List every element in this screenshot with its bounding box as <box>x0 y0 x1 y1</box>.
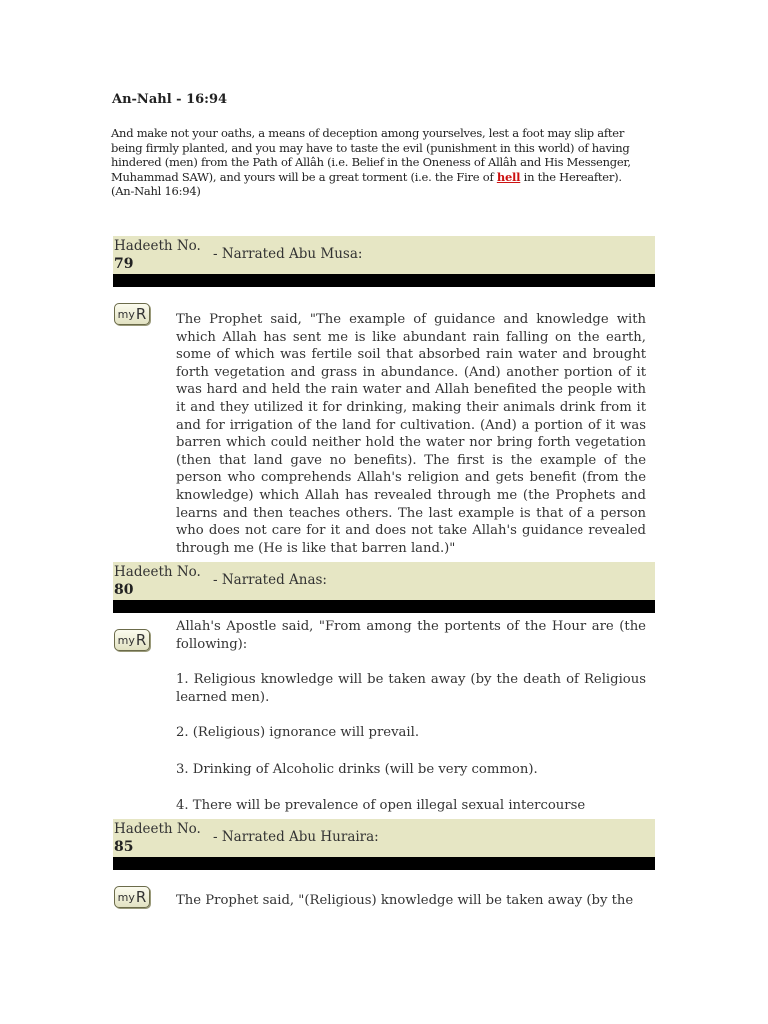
hadeeth-paragraph: The Prophet said, "(Religious) knowledge will be taken away (by the <box>176 893 634 908</box>
hadeeth-label: Hadeeth No. <box>114 564 201 580</box>
hadeeth-narrator: - Narrated Abu Musa: <box>213 246 363 262</box>
separator-bar <box>113 274 655 287</box>
hadeeth-number: 85 <box>114 839 134 855</box>
myr-button-80[interactable] <box>114 629 150 651</box>
myr-icon-text: my <box>117 633 135 647</box>
hadeeth-number: 80 <box>114 582 134 598</box>
myr-button-85[interactable] <box>114 886 150 908</box>
hadeeth-header-79 <box>113 236 655 274</box>
hell-link[interactable]: hell <box>496 169 521 184</box>
myr-icon-r: R <box>135 631 147 649</box>
hadeeth-paragraph: The Prophet said, "The example of guidance and knowledge with which Allah has sent me is like abundant rain falling on the earth, some of which was fertile soil that absorbed rain water and brought forth vegetation and grass in abundance. (And) another portion of it was hard and held the rain water and Allah benefited the people with it and they utilized it for drinking, making their animals drink from it and for irrigation of the land for cultivation. (And) a portion of it was barren which could neither hold the water nor bring forth vegetation (then that land gave no benefits). The first is the example of the person who comprehends Allah's religion and gets benefit (from the knowledge) which Allah has revealed through me (the Prophets and learns and then teaches others. The last example is that of a person who does not care for it and does not take Allah's guidance revealed through me (He is like that barren land.)" <box>176 312 646 556</box>
separator-bar <box>113 600 655 613</box>
hadeeth-narrator: - Narrated Abu Huraira: <box>213 829 379 845</box>
verse-text <box>111 126 631 199</box>
separator-bar <box>113 857 655 870</box>
hadeeth-header-80 <box>113 562 655 600</box>
hadeeth-narrator: - Narrated Anas: <box>213 572 327 588</box>
myr-icon-text: my <box>117 890 135 904</box>
hadeeth-paragraph: 3. Drinking of Alcoholic drinks (will be very common). <box>176 761 538 777</box>
hadeeth-paragraph: 1. Religious knowledge will be taken away (by the death of Religious learned men). <box>176 672 646 705</box>
myr-icon-r: R <box>135 305 147 323</box>
myr-icon-r: R <box>135 888 147 906</box>
verse-text-before: And make not your oaths, a means of deception among yourselves, lest a foot may slip after being firmly planted, and you may have to taste the evil (punishment in this world) of having hindered (men) from the Path of Allâh (i.e. Belief in the Oneness of Allâh and His Messenger, Muhammad SAW), and yours will be a great torment (i.e. the Fire of <box>111 126 631 184</box>
hadeeth-text-80 <box>176 618 646 814</box>
hadeeth-text-85 <box>176 892 646 910</box>
verse-text-after: in the Hereafter). (An-Nahl 16:94) <box>111 169 622 198</box>
myr-icon-text: my <box>117 307 135 321</box>
verse-reference: An-Nahl - 16:94 <box>112 92 228 107</box>
hadeeth-header-85 <box>113 819 655 857</box>
hadeeth-paragraph: 2. (Religious) ignorance will prevail. <box>176 725 420 741</box>
hadeeth-paragraph: 4. There will be prevalence of open illegal sexual intercourse <box>176 797 586 813</box>
hadeeth-number: 79 <box>114 256 134 272</box>
myr-button-79[interactable] <box>114 303 150 325</box>
hadeeth-text-79 <box>176 311 646 557</box>
hadeeth-label: Hadeeth No. <box>114 238 201 254</box>
hadeeth-label: Hadeeth No. <box>114 821 201 837</box>
hadeeth-paragraph: Allah's Apostle said, "From among the portents of the Hour are (the following): <box>176 619 646 652</box>
